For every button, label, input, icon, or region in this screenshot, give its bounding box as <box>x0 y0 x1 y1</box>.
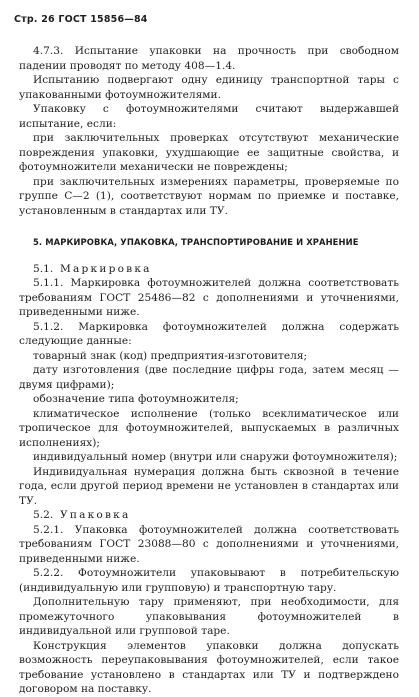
subsection-number: 5.1. <box>33 262 54 275</box>
document-body <box>19 44 399 697</box>
paragraph: 5.1.1. Маркировка фотоумножителей должна соответствовать требованиям ГОСТ 25486—82 с дополнениями и уточнениями, приведенными ниже. <box>19 277 399 318</box>
paragraph: Дополнительную тару применяют, при необходимости, для промежуточного упаковывания фотоумножителей в индивидуальной или групповой таре. <box>19 596 399 637</box>
page-header: Стр. 26 ГОСТ 15856—84 <box>14 14 148 25</box>
subsection-title-marking <box>19 262 399 277</box>
section-heading: 5. МАРКИРОВКА, УПАКОВКА, ТРАНСПОРТИРОВАНИЕ И ХРАНЕНИЕ <box>33 237 359 247</box>
paragraph: Упаковку с фотоумножителями считают выдержавшей испытание, если: <box>19 103 399 130</box>
paragraph: 4.7.3. Испытание упаковки на прочность при свободном падении проводят по методу 408—1.4. <box>19 45 399 72</box>
paragraph: климатическое исполнение (только всеклиматическое или тропическое для фотоумножителей, выпускаемых в различных исполнениях); <box>19 407 399 449</box>
subsection-title-packaging <box>19 508 399 523</box>
paragraph: при заключительных измерениях параметры, проверяемые по группе С—2 (1), соответствуют нормам по приемке и поставке, установленным в стандартах или ТУ. <box>19 175 399 217</box>
paragraph: обозначение типа фотоумножителя; <box>33 393 239 405</box>
paragraph: 5.2.2. Фотоумножители упаковывают в потребительскую (индивидуальную или групповую) и транспортную тару. <box>19 567 399 594</box>
subsection-name: Маркировка <box>59 262 152 275</box>
paragraph: при заключительных проверках отсутствуют механические повреждения упаковки, ухудшающие ее защитные свойства, и фотоумножители механически не повреждены; <box>19 132 399 173</box>
subsection-name: Упаковка <box>59 509 131 521</box>
paragraph: дату изготовления (две последние цифры года, затем месяц — двумя цифрами); <box>19 364 399 391</box>
subsection-number: 5.2. <box>33 509 54 521</box>
paragraph: Индивидуальная нумерация должна быть сквозной в течение года, если другой период времени не установлен в стандартах или ТУ. <box>19 465 399 507</box>
paragraph: 5.1.2. Маркировка фотоумножителей должна содержать следующие данные: <box>19 320 399 347</box>
paragraph: Конструкция элементов упаковки должна допускать возможность переупаковывания фотоумножителей, если такое требование установлено в стандартах или ТУ и подтверждено договором на поставку. <box>19 639 399 695</box>
paragraph: 5.2.1. Упаковка фотоумножителей должна соответствовать требованиям ГОСТ 23088—80 с дополнениями и уточнениями, приведенными ниже. <box>19 523 399 565</box>
paragraph: товарный знак (код) предприятия-изготовителя; <box>33 349 308 362</box>
paragraph: Испытанию подвергают одну единицу транспортной тары с упакованными фотоумножителями. <box>19 74 399 101</box>
paragraph: индивидуальный номер (внутри или снаружи фотоумножителя); <box>33 451 398 463</box>
